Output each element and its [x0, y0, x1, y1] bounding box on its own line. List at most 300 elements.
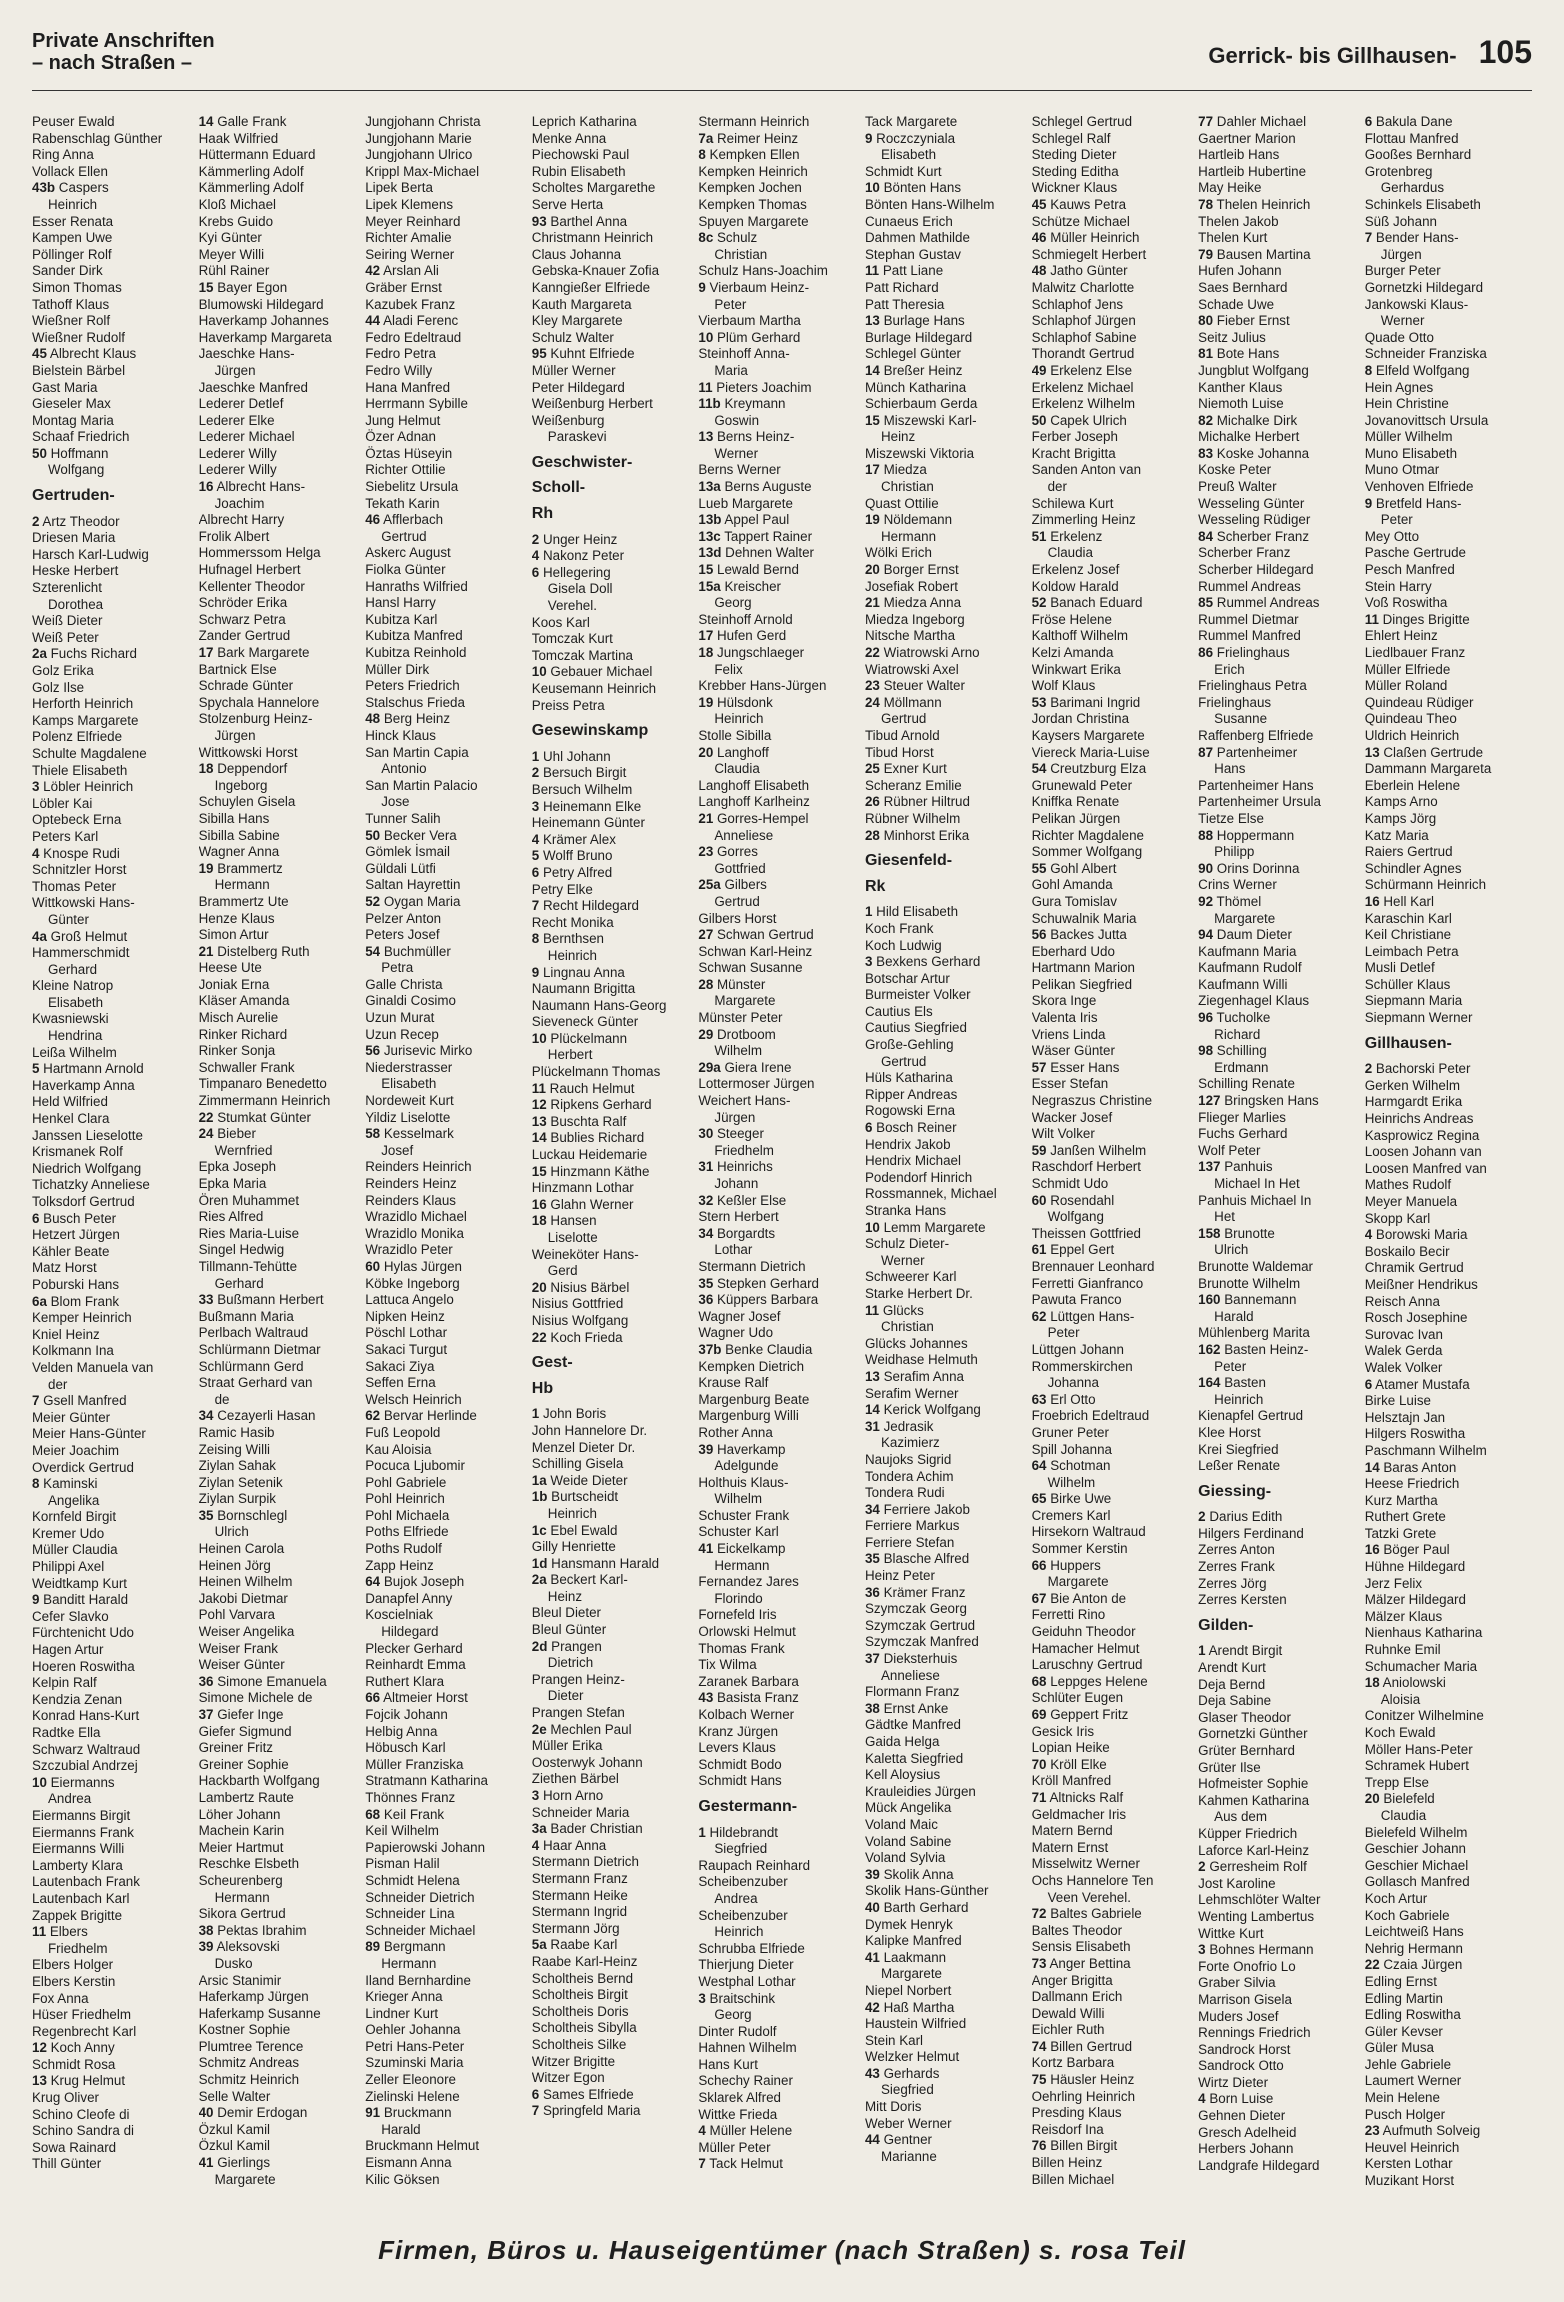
resident-entry: 74 Billen Gertrud — [1031, 2038, 1133, 2054]
house-number: 93 — [531, 213, 547, 229]
resident-entry: 26 Rübner Hiltrud — [864, 794, 970, 810]
resident-entry: 13a Berns Auguste — [698, 479, 812, 495]
house-number: 25 — [864, 761, 880, 777]
resident-entry: Frolik Albert — [198, 528, 270, 544]
resident-entry: Trepp Else — [1364, 1774, 1430, 1790]
resident-entry: Müller Claudia — [32, 1542, 118, 1558]
resident-entry: Petry Elke — [531, 881, 593, 897]
house-number: 61 — [1031, 1242, 1047, 1258]
resident-entry: Herforth Heinrich — [32, 696, 134, 712]
resident-entry: Langhoff Elisabeth — [698, 777, 810, 793]
resident-entry: Weißenburg Herbert — [531, 396, 653, 412]
resident-entry: Ören Muhammet — [198, 1192, 300, 1208]
resident-entry: 93 Barthel Anna — [531, 213, 628, 229]
resident-entry: 22 Wiatrowski Arno — [864, 645, 980, 660]
resident-entry: Haverkamp Margareta — [198, 329, 332, 345]
house-number: 2 — [531, 765, 540, 781]
resident-entry: 4 Krämer Alex — [531, 831, 616, 847]
resident-entry: 71 Altnicks Ralf — [1031, 1789, 1124, 1805]
resident-entry: Westphal Lothar — [698, 1973, 796, 1989]
resident-entry: Menzel Dieter Dr. — [531, 1439, 636, 1455]
resident-entry: Sibilla Sabine — [198, 827, 280, 843]
house-number: 80 — [1198, 313, 1214, 329]
resident-entry: Hüls Katharina — [864, 1070, 953, 1086]
resident-entry: 4 Born Luise — [1198, 2091, 1274, 2107]
resident-entry: Schulz Walter — [531, 329, 614, 345]
house-number: 98 — [1198, 1043, 1214, 1059]
resident-entry: Lautenbach Frank — [32, 1874, 140, 1890]
resident-entry: Naumann Brigitta — [531, 981, 636, 997]
entry-continuation: Gerd — [547, 1263, 578, 1279]
entry-continuation: Wolfgang — [48, 462, 105, 478]
resident-entry: 7 Recht Hildegard — [531, 898, 639, 914]
entry-continuation: Wilhelm — [714, 1043, 762, 1059]
resident-entry: 62 Lüttgen Hans- — [1031, 1308, 1135, 1324]
resident-entry: Reinhardt Emma — [365, 1657, 466, 1673]
resident-entry: 36 Küppers Barbara — [698, 1292, 819, 1308]
house-number: 62 — [365, 1408, 381, 1424]
resident-entry: Wagner Anna — [198, 844, 280, 860]
resident-entry: Schwan Susanne — [698, 960, 803, 976]
resident-entry: Kauth Margareta — [531, 296, 632, 312]
street-heading: Rh — [531, 505, 554, 523]
entry-continuation: Ulrich — [1214, 1242, 1249, 1258]
resident-entry: Sanden Anton van — [1031, 462, 1142, 478]
house-number: 37 — [864, 1651, 880, 1667]
entry-continuation: Margarete — [880, 1966, 942, 1982]
entry-continuation: Herbert — [547, 1047, 593, 1063]
entry-continuation: Johann — [714, 1176, 759, 1191]
resident-entry: Schmiegelt Herbert — [1031, 246, 1147, 262]
resident-entry: Schmidt Helena — [365, 1872, 460, 1888]
resident-entry: Rummel Andreas — [1198, 578, 1301, 594]
resident-entry: 21 Distelberg Ruth — [198, 943, 310, 959]
resident-entry: Krippl Max-Michael — [365, 163, 480, 179]
resident-entry: Musli Detlef — [1364, 960, 1435, 976]
resident-entry: Frielinghaus — [1198, 694, 1272, 710]
resident-entry: Billen Heinz — [1031, 2155, 1103, 2171]
resident-entry: Naumann Hans-Georg — [531, 997, 667, 1013]
resident-entry: 73 Anger Bettina — [1031, 1955, 1131, 1971]
resident-entry: Siepmann Maria — [1364, 993, 1463, 1009]
resident-entry: Rabenschlag Günther — [32, 130, 163, 146]
resident-entry: Stolzenburg Heinz- — [198, 711, 313, 727]
resident-entry: Steinhoff Anna- — [698, 346, 790, 362]
resident-entry: Brunotte Waldemar — [1198, 1258, 1314, 1274]
resident-entry: Peuser Ewald — [32, 114, 115, 129]
entry-continuation: Philipp — [1214, 844, 1255, 860]
resident-entry: Raupach Reinhard — [698, 1857, 811, 1873]
resident-entry: Muno Otmar — [1364, 462, 1440, 478]
resident-entry: Hühne Hildegard — [1364, 1559, 1466, 1575]
resident-entry: Zapp Heinz — [365, 1557, 434, 1573]
house-number: 53 — [1031, 694, 1047, 710]
entry-continuation: Christian — [880, 479, 934, 495]
resident-entry: Kanther Klaus — [1198, 379, 1283, 395]
resident-entry: Leichtweiß Hans — [1364, 1924, 1464, 1940]
resident-entry: Koos Karl — [531, 614, 590, 630]
resident-entry: Özkul Kamil — [198, 2138, 271, 2154]
resident-entry: Henze Klaus — [198, 910, 275, 926]
resident-entry: Held Wilfried — [32, 1094, 108, 1110]
house-number: 13 — [698, 429, 714, 445]
entry-continuation: Marianne — [880, 2148, 937, 2164]
resident-entry: 19 Nöldemann — [864, 512, 953, 528]
house-number: 3 — [698, 1990, 706, 2006]
entry-continuation: Gertrud — [714, 893, 760, 909]
resident-entry: Flormann Franz — [864, 1684, 960, 1700]
resident-entry: 39 Aleksovski — [198, 1939, 280, 1955]
house-number: 70 — [1031, 1756, 1047, 1772]
house-number: 7a — [698, 130, 714, 146]
house-number: 23 — [864, 678, 880, 694]
resident-entry: Schlegel Ralf — [1031, 130, 1111, 146]
entry-continuation: Ulrich — [214, 1524, 249, 1540]
resident-entry: Hufen Johann — [1198, 263, 1282, 279]
resident-entry: Ginaldi Cosimo — [365, 993, 456, 1009]
resident-entry: 1 John Boris — [531, 1406, 607, 1422]
resident-entry: Jerz Felix — [1364, 1575, 1423, 1591]
resident-entry: 76 Billen Birgit — [1031, 2138, 1118, 2154]
resident-entry: 54 Creutzburg Elza — [1031, 761, 1147, 777]
house-number: 67 — [1031, 1590, 1047, 1606]
resident-entry: Lipek Klemens — [365, 196, 454, 212]
house-number: 4 — [32, 845, 40, 861]
house-number: 9 — [698, 279, 706, 295]
resident-entry: Jungjohann Marie — [365, 130, 472, 146]
resident-entry: Kempken Jochen — [698, 180, 802, 196]
resident-entry: Presding Klaus — [1031, 2105, 1122, 2121]
resident-entry: Helbig Anna — [365, 1723, 438, 1739]
resident-entry: Regenbrecht Karl — [32, 2023, 137, 2039]
resident-entry: Wolf Klaus — [1031, 678, 1096, 694]
resident-entry: Jakobi Dietmar — [198, 1590, 288, 1606]
resident-entry: Schierbaum Gerda — [864, 396, 978, 412]
resident-entry: Eismann Anna — [365, 2155, 452, 2171]
house-number: 81 — [1198, 346, 1214, 362]
resident-entry: 20 Nisius Bärbel — [531, 1279, 630, 1295]
resident-entry: 31 Heinrichs — [698, 1159, 773, 1175]
house-number: 16 — [1364, 1542, 1380, 1558]
resident-entry: Nipken Heinz — [365, 1308, 445, 1324]
page-range-block — [1208, 34, 1532, 71]
house-number: 84 — [1198, 528, 1214, 544]
resident-entry: Gollasch Manfred — [1364, 1874, 1470, 1890]
house-number: 52 — [365, 893, 381, 909]
house-number: 13 — [32, 2073, 47, 2089]
resident-entry: Jordan Christina — [1031, 711, 1130, 727]
resident-entry: Schilling Renate — [1198, 1076, 1295, 1092]
resident-entry: 86 Frielinghaus — [1198, 645, 1290, 660]
resident-entry: San Martin Capia — [365, 744, 469, 760]
house-number: 17 — [698, 628, 714, 644]
resident-entry: Hinzmann Lothar — [531, 1180, 634, 1196]
resident-entry: Steding Dieter — [1031, 147, 1117, 163]
resident-entry: 17 Bark Margarete — [198, 645, 310, 660]
resident-entry: Schuster Frank — [698, 1507, 790, 1523]
resident-entry: 13d Dehnen Walter — [698, 545, 814, 561]
resident-entry: 59 Janßen Wilhelm — [1031, 1142, 1147, 1158]
house-number: 9 — [1364, 495, 1373, 511]
resident-entry: Muzikant Horst — [1364, 2173, 1455, 2189]
resident-entry: Harsch Karl-Ludwig — [32, 546, 149, 562]
resident-entry: Janssen Lieselotte — [32, 1127, 143, 1143]
house-number: 6 — [1364, 1376, 1373, 1392]
resident-entry: Kurz Martha — [1364, 1492, 1438, 1508]
resident-entry: Höbusch Karl — [365, 1740, 446, 1756]
resident-entry: 41 Gierlings — [198, 2155, 271, 2171]
house-number: 54 — [1031, 761, 1047, 777]
resident-entry: Rinker Richard — [198, 1026, 288, 1042]
resident-entry: Kamps Margarete — [32, 712, 139, 728]
resident-entry: 23 Steuer Walter — [864, 678, 965, 694]
resident-entry: Kellenter Theodor — [198, 578, 305, 594]
resident-entry: Kaufmann Rudolf — [1198, 960, 1302, 976]
resident-entry: Haverkamp Anna — [32, 1077, 135, 1093]
entry-continuation: Anneliese — [714, 827, 774, 843]
resident-entry: Kley Margarete — [531, 313, 623, 329]
resident-entry: Kleine Natrop — [32, 978, 114, 994]
resident-entry: 95 Kuhnt Elfriede — [531, 346, 635, 362]
resident-entry: Pocuca Ljubomir — [365, 1458, 465, 1474]
resident-entry: Ferretti Gianfranco — [1031, 1275, 1144, 1291]
resident-entry: Köbke Ingeborg — [365, 1275, 460, 1291]
resident-entry: Recht Monika — [531, 914, 614, 930]
entry-continuation: Gertrud — [880, 1053, 927, 1069]
house-number: 83 — [1198, 445, 1214, 461]
resident-entry: 2a Fuchs Richard — [32, 646, 137, 662]
entry-continuation: Lothar — [714, 1242, 753, 1258]
resident-entry: Jungblut Wolfgang — [1198, 362, 1309, 378]
resident-entry: Piechowski Paul — [531, 147, 630, 163]
resident-entry: Hamacher Helmut — [1031, 1640, 1140, 1656]
street-heading: Giesenfeld- — [864, 852, 953, 870]
entry-continuation: Susanne — [1214, 711, 1268, 727]
resident-entry: 38 Pektas Ibrahim — [198, 1922, 307, 1938]
resident-entry: Ramic Hasib — [198, 1424, 275, 1440]
resident-entry: Gesick Iris — [1031, 1723, 1095, 1739]
resident-entry: Lipek Berta — [365, 180, 433, 196]
house-number: 45 — [1031, 196, 1047, 212]
resident-entry: Kempken Heinrich — [698, 163, 808, 179]
house-number: 1 — [698, 1824, 706, 1840]
resident-entry: Skolik Hans-Günther — [864, 1883, 989, 1899]
resident-entry: 11 Pieters Joachim — [698, 379, 812, 395]
resident-entry: Schwaller Frank — [198, 1059, 295, 1075]
house-number: 8c — [698, 230, 714, 246]
resident-entry: Ziylan Setenik — [198, 1474, 283, 1490]
house-number: 2a — [32, 646, 47, 662]
resident-entry: Tibud Horst — [864, 744, 934, 760]
resident-entry: Raffenberg Elfriede — [1198, 727, 1314, 743]
resident-entry: Tack Margarete — [864, 114, 958, 129]
resident-entry: Menke Anna — [531, 130, 607, 146]
resident-entry: Bönten Hans-Wilhelm — [864, 196, 995, 212]
house-number: 6 — [531, 2086, 540, 2102]
resident-entry: 127 Bringsken Hans — [1198, 1093, 1319, 1109]
entry-continuation: Liselotte — [547, 1230, 598, 1245]
house-number: 11 — [864, 263, 880, 279]
resident-entry: Edling Ernst — [1364, 1973, 1437, 1989]
resident-entry: Jaeschke Hans- — [198, 346, 295, 362]
resident-entry: Saltan Hayrettin — [365, 877, 461, 893]
resident-entry: 11 Glücks — [864, 1302, 924, 1318]
resident-entry: Chramik Gertrud — [1364, 1260, 1464, 1276]
house-number: 66 — [1031, 1557, 1047, 1573]
entry-continuation: Wilhelm — [714, 1491, 762, 1507]
entry-continuation: Heinrich — [48, 196, 98, 212]
resident-entry: Wirtz Dieter — [1198, 2074, 1269, 2090]
resident-entry: 2e Mechlen Paul — [531, 1721, 632, 1737]
house-number: 65 — [1031, 1491, 1047, 1507]
house-number: 4 — [531, 831, 540, 847]
resident-entry: Müller Dirk — [365, 661, 430, 677]
resident-entry: Süß Johann — [1364, 213, 1437, 229]
entry-continuation: Gerhard — [48, 961, 98, 977]
resident-entry: Galle Christa — [365, 976, 443, 992]
resident-entry: 81 Bote Hans — [1198, 346, 1280, 362]
resident-entry: Gömlek İsmail — [365, 844, 451, 860]
resident-entry: Zeller Eleonore — [365, 2072, 456, 2088]
house-number: 20 — [864, 562, 880, 578]
entry-continuation: Elisabeth — [381, 1076, 437, 1092]
resident-entry: Zielinski Helene — [365, 2088, 460, 2104]
resident-entry: Hansl Harry — [365, 595, 436, 611]
resident-entry: Kell Aloysius — [864, 1767, 941, 1783]
resident-entry: Herrmann Sybille — [365, 396, 468, 412]
resident-entry: Scheibenzuber — [698, 1907, 788, 1923]
resident-entry: Müller Werner — [531, 362, 616, 378]
resident-entry: Krei Siegfried — [1198, 1441, 1279, 1457]
resident-entry: 10 Plüm Gerhard — [698, 329, 801, 345]
house-number: 51 — [1031, 528, 1047, 544]
house-number: 6 — [32, 1210, 40, 1226]
resident-entry: Große-Gehling — [864, 1037, 954, 1053]
resident-entry: Patt Theresia — [864, 296, 945, 312]
resident-entry: Hommerssom Helga — [198, 545, 321, 561]
house-number: 4a — [32, 928, 47, 944]
house-number: 10 — [864, 180, 880, 196]
entry-continuation: Günter — [48, 911, 89, 927]
section-title-line2: – nach Straßen – — [32, 52, 193, 74]
resident-entry: Schlaphof Jens — [1031, 296, 1124, 312]
resident-entry: Rother Anna — [698, 1424, 773, 1440]
house-number: 2d — [531, 1638, 548, 1654]
resident-entry: 77 Dahler Michael — [1198, 114, 1307, 129]
resident-entry: 164 Basten — [1198, 1375, 1266, 1391]
resident-entry: Elbers Kerstin — [32, 1973, 116, 1989]
resident-entry: Krismanek Rolf — [32, 1144, 123, 1160]
resident-entry: Jungjohann Christa — [365, 114, 481, 129]
resident-entry: Haferkamp Susanne — [198, 2005, 321, 2021]
house-number: 9 — [32, 1592, 40, 1608]
entry-continuation: Peter — [1047, 1325, 1080, 1341]
resident-entry: Hana Manfred — [365, 379, 451, 395]
house-number: 4 — [1364, 1227, 1373, 1243]
resident-entry: 8c Schulz — [698, 230, 758, 246]
resident-entry: Schechy Rainer — [698, 2073, 793, 2089]
resident-entry: 49 Erkelenz Else — [1031, 362, 1133, 378]
resident-entry: 2 Unger Heinz — [531, 531, 618, 547]
house-number: 64 — [1031, 1458, 1047, 1474]
resident-entry: Kubitza Karl — [365, 611, 438, 627]
entry-continuation: Peter — [1214, 1358, 1247, 1374]
resident-entry: 88 Hoppermann — [1198, 827, 1295, 843]
resident-entry: Glaser Theodor — [1198, 1709, 1291, 1725]
resident-entry: John Hannelore Dr. — [531, 1422, 648, 1438]
resident-entry: Laforce Karl-Heinz — [1198, 1842, 1310, 1858]
resident-entry: Epka Joseph — [198, 1159, 277, 1175]
resident-entry: Niepel Norbert — [864, 1982, 952, 1998]
resident-entry: 6 Petry Alfred — [531, 864, 613, 880]
entry-continuation: Claudia — [1047, 545, 1093, 561]
resident-entry: Wittke Frieda — [698, 2106, 778, 2122]
resident-entry: 14 Baras Anton — [1364, 1459, 1457, 1475]
house-number: 13 — [1364, 744, 1380, 760]
resident-entry: Gerken Wilhelm — [1364, 1077, 1460, 1093]
resident-entry: Raschdorf Herbert — [1031, 1159, 1141, 1175]
resident-entry: Uzun Murat — [365, 1010, 435, 1026]
house-number: 16 — [1364, 893, 1380, 909]
resident-entry: Meißner Hendrikus — [1364, 1276, 1478, 1292]
house-number: 38 — [198, 1922, 214, 1938]
resident-entry: 9 Vierbaum Heinz- — [698, 279, 810, 295]
resident-entry: Özer Adnan — [365, 429, 436, 445]
resident-entry: Schwarz Waltraud — [32, 1741, 141, 1757]
resident-entry: Stein Harry — [1364, 578, 1432, 594]
resident-entry: Spill Johanna — [1031, 1441, 1112, 1457]
house-number: 2a — [531, 1572, 547, 1588]
resident-entry: Leßer Renate — [1198, 1458, 1281, 1474]
resident-entry: Tomczak Kurt — [531, 631, 613, 647]
resident-entry: 1 Hild Elisabeth — [864, 904, 959, 920]
resident-entry: Stermann Jörg — [531, 1920, 620, 1936]
resident-entry: Tathoff Klaus — [32, 296, 110, 312]
resident-entry: Pelikan Siegfried — [1031, 976, 1133, 992]
resident-entry: Geldmacher Iris — [1031, 1806, 1127, 1822]
house-number: 13b — [698, 512, 722, 528]
street-heading: Gesewinskamp — [531, 722, 649, 740]
resident-entry: Hanraths Wilfried — [365, 578, 468, 594]
resident-entry: Miedza Ingeborg — [864, 611, 965, 627]
entry-continuation: der — [1047, 479, 1067, 495]
resident-entry: Pesch Manfred — [1364, 562, 1455, 578]
resident-entry: Rummel Dietmar — [1198, 611, 1299, 627]
house-number: 16 — [531, 1196, 547, 1212]
resident-entry: Mück Angelika — [864, 1800, 952, 1816]
resident-entry: 10 Bönten Hans — [864, 180, 962, 196]
house-number: 22 — [198, 1109, 214, 1125]
resident-entry: Deja Sabine — [1198, 1693, 1272, 1709]
house-number: 45 — [32, 346, 47, 362]
resident-entry: 75 Häusler Heinz — [1031, 2072, 1135, 2088]
entry-continuation: Verehel. — [547, 598, 597, 614]
resident-entry: Schuylen Gisela — [198, 794, 296, 810]
resident-entry: Nisius Wolfgang — [531, 1312, 629, 1328]
resident-entry: Keil Wilhelm — [365, 1823, 439, 1839]
resident-entry: 5 Wolff Bruno — [531, 848, 613, 864]
resident-entry: Kolbach Werner — [698, 1707, 795, 1722]
house-number: 3 — [1198, 1942, 1206, 1958]
resident-entry: Schmitz Andreas — [198, 2055, 300, 2071]
house-number: 13a — [698, 479, 721, 495]
resident-entry: Eiermanns Frank — [32, 1824, 134, 1840]
resident-entry: Kahmen Katharina — [1198, 1792, 1310, 1808]
house-number: 44 — [864, 2132, 880, 2148]
resident-entry: Velden Manuela van — [32, 1359, 154, 1375]
resident-entry: Mühlenberg Marita — [1198, 1325, 1310, 1341]
resident-entry: 162 Basten Heinz- — [1198, 1341, 1309, 1357]
